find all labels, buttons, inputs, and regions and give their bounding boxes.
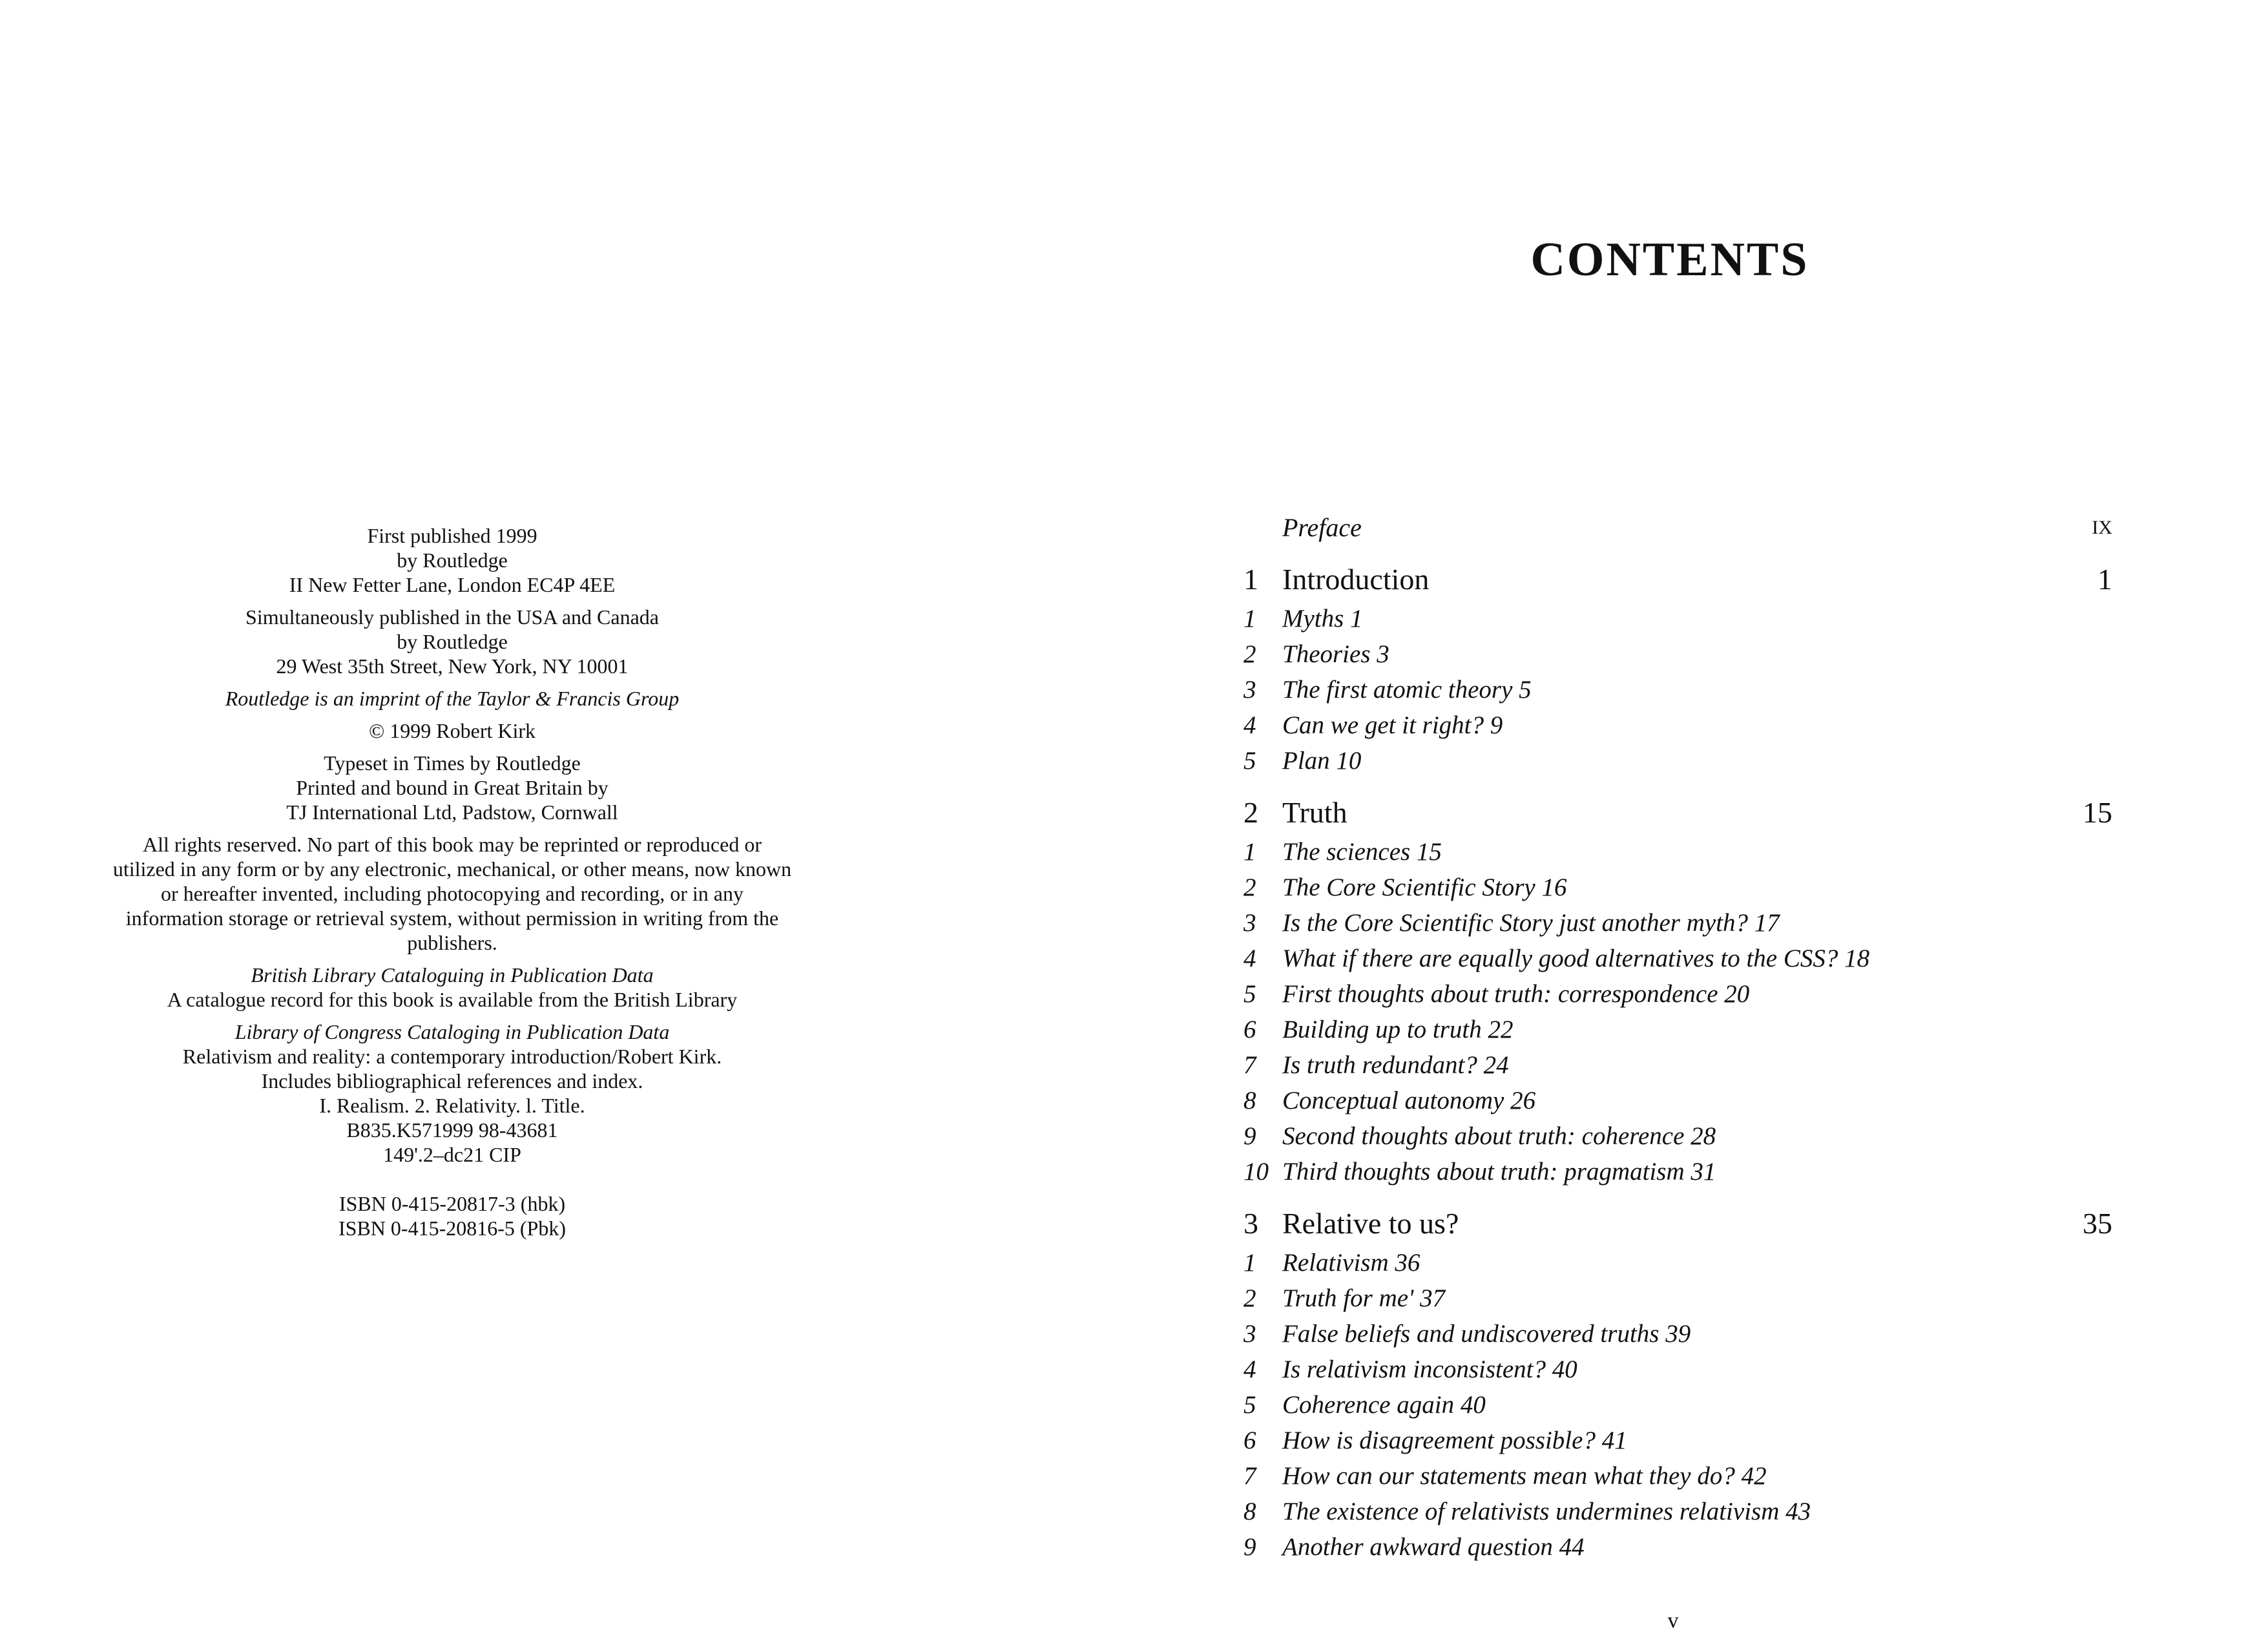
copyright-line: © 1999 Robert Kirk (368, 719, 536, 742)
pub-line: First published 1999 (367, 524, 537, 547)
toc-section[interactable] (1243, 743, 2112, 779)
section-number: 3 (1243, 1320, 1256, 1348)
section-number: 3 (1243, 676, 1256, 704)
section-number: 3 (1243, 909, 1256, 937)
section-number: 2 (1243, 1284, 1256, 1312)
toc-section[interactable] (1243, 1494, 2112, 1529)
chapter-page: 35 (2083, 1207, 2112, 1240)
typeset-line: Printed and bound in Great Britain by (296, 776, 609, 799)
table-of-contents (1243, 510, 2112, 1565)
toc-preface-label: Preface (1282, 513, 1362, 542)
toc-section[interactable] (1243, 1529, 2112, 1565)
toc-section[interactable] (1243, 834, 2112, 870)
toc-section[interactable] (1243, 707, 2112, 743)
loc-line: Includes bibliographical references and index. (261, 1069, 643, 1093)
toc-section[interactable] (1243, 601, 2112, 636)
section-label: How can our statements mean what they do? 42 (1282, 1462, 1767, 1490)
toc-section[interactable] (1243, 1012, 2112, 1047)
section-label: Building up to truth 22 (1282, 1016, 1514, 1043)
toc-section[interactable] (1243, 672, 2112, 707)
section-label: The sciences 15 (1282, 838, 1442, 866)
rights-line: All rights reserved. No part of this book may be reprinted or reproduced or (143, 833, 762, 856)
imprint-rest: is an imprint of the Taylor & Francis Group (309, 687, 680, 710)
section-label: The first atomic theory 5 (1282, 676, 1532, 704)
chapter-title: Relative to us? (1282, 1207, 1459, 1240)
pub-line: by Routledge (397, 549, 508, 572)
chapter-page: 15 (2083, 796, 2112, 829)
section-label: Conceptual autonomy 26 (1282, 1087, 1536, 1114)
pub-line: II New Fetter Lane, London EC4P 4EE (289, 573, 616, 596)
toc-section[interactable] (1243, 905, 2112, 941)
rights-line: publishers. (407, 931, 497, 954)
section-label: Truth for me' 37 (1282, 1284, 1446, 1312)
imprint-name: Routledge (225, 687, 309, 710)
typeset-line: TJ International Ltd, Padstow, Cornwall (286, 800, 618, 824)
typeset-block (97, 751, 807, 824)
section-label: Relativism 36 (1282, 1249, 1420, 1277)
toc-section[interactable] (1243, 1423, 2112, 1458)
toc-section[interactable] (1243, 941, 2112, 976)
chapter-title: Introduction (1282, 563, 1430, 596)
section-label: How is disagreement possible? 41 (1282, 1427, 1627, 1454)
section-number: 2 (1243, 640, 1256, 668)
section-number: 2 (1243, 873, 1256, 901)
toc-chapter-2[interactable] (1243, 795, 2112, 834)
loc-heading: Library of Congress Cataloging in Publication Data (234, 1020, 670, 1043)
publication-block (97, 523, 807, 597)
section-label: Third thoughts about truth: pragmatism 31 (1282, 1158, 1716, 1186)
toc-section[interactable] (1243, 976, 2112, 1012)
toc-chapter-3[interactable] (1243, 1206, 2112, 1245)
section-number: 5 (1243, 1391, 1256, 1419)
section-label: Is relativism inconsistent? 40 (1282, 1355, 1577, 1383)
page-folio: v (1667, 1609, 1679, 1633)
section-label: Another awkward question 44 (1282, 1533, 1585, 1561)
british-library-block (97, 963, 807, 1012)
toc-section[interactable] (1243, 636, 2112, 672)
toc-section[interactable] (1243, 1118, 2112, 1154)
section-label: What if there are equally good alternatives to the CSS? 18 (1282, 945, 1870, 972)
section-label: Second thoughts about truth: coherence 28 (1282, 1122, 1716, 1150)
section-number: 7 (1243, 1051, 1256, 1079)
isbn-line: ISBN 0-415-20817-3 (hbk) (338, 1192, 566, 1215)
toc-section[interactable] (1243, 1154, 2112, 1189)
toc-section[interactable] (1243, 870, 2112, 905)
section-number: 9 (1243, 1533, 1256, 1561)
toc-preface[interactable] (1243, 510, 2112, 545)
sim-line: Simultaneously published in the USA and Canada (245, 605, 659, 629)
toc-section[interactable] (1243, 1387, 2112, 1423)
section-number: 8 (1243, 1087, 1256, 1114)
loc-line: 149'.2–dc21 CIP (383, 1143, 521, 1166)
simultaneous-block (97, 605, 807, 678)
section-number: 6 (1243, 1016, 1256, 1043)
section-label: Can we get it right? 9 (1282, 711, 1503, 739)
chapter-number: 3 (1243, 1207, 1258, 1240)
toc-preface-page: IX (2092, 517, 2112, 538)
section-label: The Core Scientific Story 16 (1282, 873, 1567, 901)
section-number: 1 (1243, 838, 1256, 866)
toc-section[interactable] (1243, 1047, 2112, 1083)
typeset-line: Typeset in Times by Routledge (324, 751, 581, 775)
sim-line: 29 West 35th Street, New York, NY 10001 (276, 654, 629, 678)
toc-chapter-1[interactable] (1243, 562, 2112, 601)
toc-section[interactable] (1243, 1458, 2112, 1494)
rights-line: or hereafter invented, including photocopying and recording, or in any (161, 882, 744, 905)
contents-heading: CONTENTS (1530, 233, 1809, 286)
loc-line: Relativism and reality: a contemporary introduction/Robert Kirk. (182, 1045, 722, 1068)
loc-line: B835.K571999 98-43681 (346, 1118, 558, 1142)
section-number: 9 (1243, 1122, 1256, 1150)
section-number: 5 (1243, 980, 1256, 1008)
library-of-congress-block (97, 1019, 807, 1167)
bl-heading: British Library Cataloguing in Publication Data (251, 963, 654, 987)
isbn-line: ISBN 0-415-20816-5 (Pbk) (338, 1217, 566, 1240)
section-label: Theories 3 (1282, 640, 1389, 668)
section-label: Is the Core Scientific Story just another myth? 17 (1282, 909, 1780, 937)
section-label: Coherence again 40 (1282, 1391, 1486, 1419)
chapter-number: 2 (1243, 796, 1258, 829)
sim-line: by Routledge (397, 630, 508, 653)
toc-section[interactable] (1243, 1316, 2112, 1352)
toc-section[interactable] (1243, 1083, 2112, 1118)
toc-section[interactable] (1243, 1352, 2112, 1387)
section-label: Plan 10 (1282, 747, 1362, 775)
section-number: 7 (1243, 1462, 1256, 1490)
rights-block (97, 832, 807, 955)
bl-line: A catalogue record for this book is available from the British Library (167, 988, 738, 1011)
section-number: 10 (1243, 1158, 1269, 1186)
chapter-title: Truth (1282, 796, 1347, 829)
section-label: Is truth redundant? 24 (1282, 1051, 1509, 1079)
rights-line: information storage or retrieval system, without permission in writing from the (125, 906, 779, 930)
section-number: 4 (1243, 1355, 1256, 1383)
toc-section[interactable] (1243, 1245, 2112, 1281)
section-number: 5 (1243, 747, 1256, 775)
section-number: 8 (1243, 1498, 1256, 1525)
section-label: First thoughts about truth: correspondence 20 (1282, 980, 1750, 1008)
isbn-block (97, 1191, 807, 1240)
section-number: 4 (1243, 711, 1256, 739)
rights-line: utilized in any form or by any electronic, mechanical, or other means, now known (112, 857, 792, 881)
chapter-page: 1 (2097, 563, 2112, 596)
section-number: 1 (1243, 605, 1256, 633)
toc-section[interactable] (1243, 1281, 2112, 1316)
section-number: 4 (1243, 945, 1256, 972)
section-label: The existence of relativists undermines relativism 43 (1282, 1498, 1811, 1525)
loc-line: I. Realism. 2. Relativity. l. Title. (319, 1094, 585, 1117)
section-number: 1 (1243, 1249, 1256, 1277)
chapter-number: 1 (1243, 563, 1258, 596)
section-label: False beliefs and undiscovered truths 39 (1282, 1320, 1691, 1348)
imprint-line (97, 686, 807, 711)
section-number: 6 (1243, 1427, 1256, 1454)
copyright-page (97, 523, 807, 1240)
section-label: Myths 1 (1282, 605, 1363, 633)
